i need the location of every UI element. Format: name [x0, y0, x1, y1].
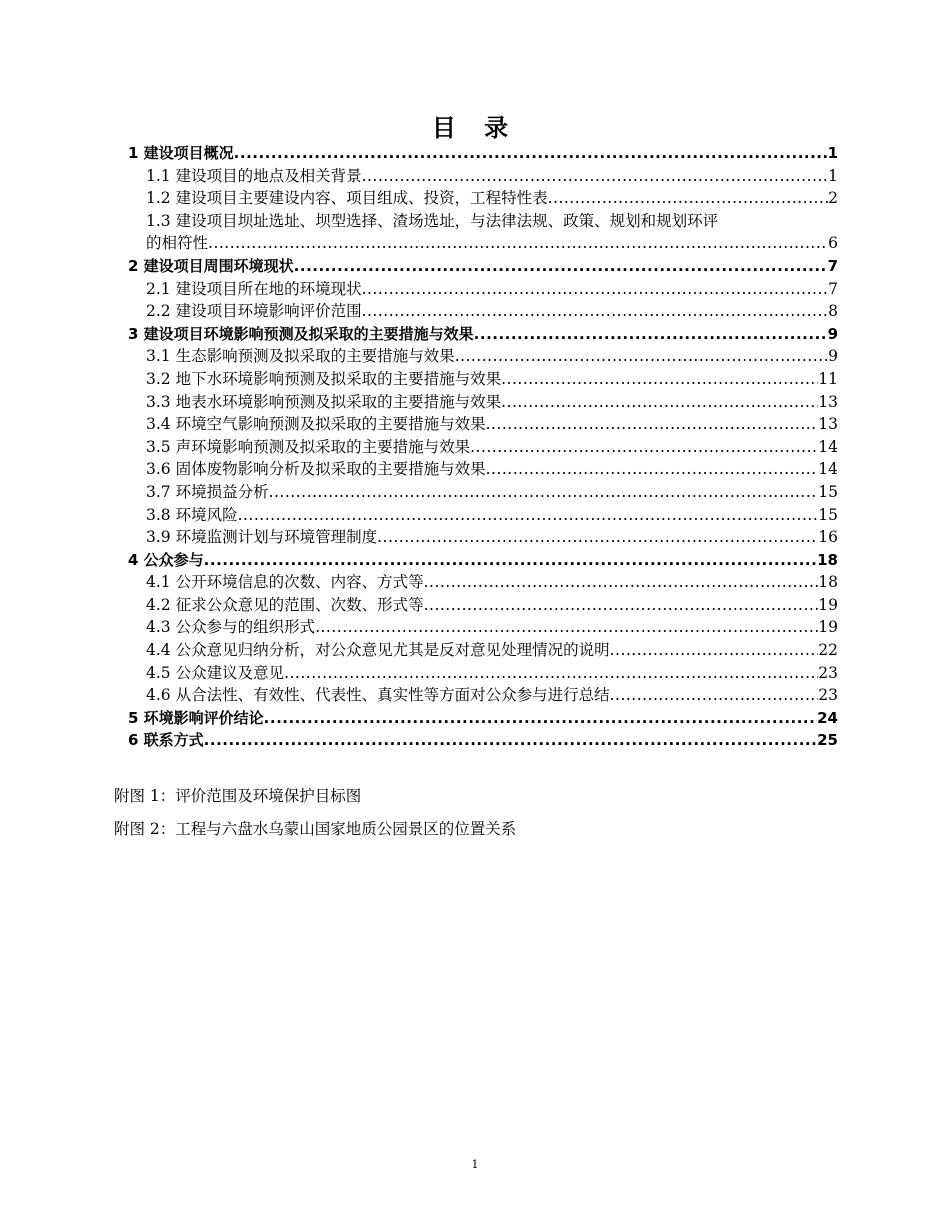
toc-page-number: 18 [818, 573, 838, 592]
toc-page-number: 19 [818, 595, 838, 614]
toc-chapter[interactable] [128, 549, 838, 572]
toc-entry-title-continued: 的相符性 [146, 234, 209, 253]
page-number: 1 [471, 1158, 479, 1171]
toc-page-number: 23 [818, 686, 838, 705]
toc-leader-dots [284, 662, 818, 685]
toc-entry-title: 4.5 公众建议及意见 [146, 663, 285, 682]
page-title: 目 录 [431, 114, 519, 142]
toc-section[interactable] [128, 413, 838, 436]
toc-leader-dots [501, 368, 818, 391]
toc-entry-title: 4.4 公众意见归纳分析，对公众意见尤其是反对意见处理情况的说明 [146, 641, 610, 660]
toc-leader-dots [204, 729, 817, 752]
toc-section[interactable] [128, 571, 838, 594]
toc-entry-title: 2 建设项目周围环境现状 [128, 256, 294, 275]
toc-section[interactable] [128, 662, 838, 685]
toc-leader-dots [362, 165, 829, 188]
attachment-2: 附图 2：工程与六盘水乌蒙山国家地质公园景区的位置关系 [114, 820, 517, 838]
toc-page-number: 1 [828, 166, 838, 185]
toc-leader-dots [610, 684, 819, 707]
toc-entry-title: 3.4 环境空气影响预测及拟采取的主要措施与效果 [146, 415, 486, 434]
toc-entry-title: 2.1 建设项目所在地的环境现状 [146, 279, 362, 298]
toc-chapter[interactable] [128, 729, 838, 752]
toc-entry-title: 3.7 环境损益分析 [146, 482, 269, 501]
toc-section[interactable] [128, 436, 838, 459]
toc-chapter[interactable] [128, 707, 838, 730]
toc-entry-title: 4.3 公众参与的组织形式 [146, 618, 316, 637]
toc-leader-dots [474, 323, 828, 346]
toc-page-number: 24 [817, 708, 838, 727]
toc-chapter[interactable] [128, 142, 838, 165]
toc-leader-dots [294, 255, 828, 278]
toc-section[interactable] [128, 458, 838, 481]
toc-entry-title: 3.6 固体废物影响分析及拟采取的主要措施与效果 [146, 460, 486, 479]
toc-section[interactable] [128, 187, 838, 210]
toc-entry-title: 3 建设项目环境影响预测及拟采取的主要措施与效果 [128, 324, 474, 343]
table-of-contents [128, 142, 838, 752]
toc-page-number: 19 [818, 618, 838, 637]
toc-page-number: 11 [818, 369, 838, 388]
toc-section[interactable] [128, 345, 838, 368]
toc-leader-dots [610, 639, 819, 662]
toc-entry-title: 3.2 地下水环境影响预测及拟采取的主要措施与效果 [146, 369, 502, 388]
toc-leader-dots [208, 232, 828, 255]
toc-page-number: 16 [818, 528, 838, 547]
toc-entry-title: 3.8 环境风险 [146, 505, 238, 524]
toc-leader-dots [234, 142, 828, 165]
toc-leader-dots [501, 391, 818, 414]
toc-leader-dots [424, 571, 819, 594]
toc-leader-dots [269, 481, 819, 504]
toc-entry-title: 3.5 声环境影响预测及拟采取的主要措施与效果 [146, 437, 471, 456]
toc-page-number: 15 [818, 505, 838, 524]
toc-section[interactable] [128, 481, 838, 504]
toc-page-number: 6 [828, 234, 838, 253]
toc-entry-title: 3.3 地表水环境影响预测及拟采取的主要措施与效果 [146, 392, 502, 411]
toc-page-number: 2 [828, 189, 838, 208]
toc-page-number: 14 [818, 437, 838, 456]
toc-section[interactable] [128, 300, 838, 323]
toc-entry-title: 4.6 从合法性、有效性、代表性、真实性等方面对公众参与进行总结 [146, 686, 610, 705]
toc-page-number: 7 [827, 256, 838, 275]
toc-page-number: 13 [818, 415, 838, 434]
toc-leader-dots [455, 345, 829, 368]
toc-entry-title: 1.3 建设项目坝址选址、坝型选择、渣场选址，与法律法规、政策、规划和规划环评 [146, 211, 719, 230]
toc-section[interactable] [128, 368, 838, 391]
toc-leader-dots [548, 187, 829, 210]
toc-page-number: 23 [818, 663, 838, 682]
attachment-1: 附图 1：评价范围及环境保护目标图 [114, 787, 362, 805]
toc-page-number: 9 [828, 347, 838, 366]
toc-section[interactable] [128, 165, 838, 188]
toc-leader-dots [377, 526, 818, 549]
toc-leader-dots [204, 549, 817, 572]
toc-leader-dots [362, 300, 829, 323]
toc-section[interactable] [128, 639, 838, 662]
toc-leader-dots [424, 594, 819, 617]
toc-entry-title: 5 环境影响评价结论 [128, 708, 264, 727]
toc-page-number: 9 [827, 324, 838, 343]
toc-page-number: 15 [818, 482, 838, 501]
toc-section[interactable] [128, 594, 838, 617]
toc-chapter[interactable] [128, 255, 838, 278]
toc-section[interactable] [128, 210, 838, 255]
toc-chapter[interactable] [128, 323, 838, 346]
toc-section[interactable] [128, 616, 838, 639]
toc-section[interactable] [128, 504, 838, 527]
toc-section[interactable] [128, 391, 838, 414]
toc-page-number: 1 [827, 144, 838, 162]
toc-leader-dots [362, 278, 829, 301]
toc-leader-dots [486, 413, 819, 436]
toc-leader-dots [238, 504, 819, 527]
toc-entry-title: 4.1 公开环境信息的次数、内容、方式等 [146, 573, 424, 592]
toc-leader-dots [486, 458, 819, 481]
toc-section[interactable] [128, 526, 838, 549]
toc-leader-dots [470, 436, 818, 459]
toc-page-number: 22 [818, 641, 838, 660]
toc-entry-title: 1.2 建设项目主要建设内容、项目组成、投资，工程特性表 [146, 189, 548, 208]
toc-page-number: 13 [818, 392, 838, 411]
toc-leader-dots [264, 707, 817, 730]
toc-entry-title: 1 建设项目概况 [128, 144, 234, 162]
toc-entry-title: 1.1 建设项目的地点及相关背景 [146, 166, 362, 185]
toc-entry-title: 3.9 环境监测计划与环境管理制度 [146, 528, 378, 547]
toc-page-number: 14 [818, 460, 838, 479]
toc-entry-title: 2.2 建设项目环境影响评价范围 [146, 302, 362, 321]
toc-page-number: 8 [828, 302, 838, 321]
toc-entry-title: 4 公众参与 [128, 550, 204, 569]
toc-page-number: 18 [817, 550, 838, 569]
toc-page-number: 7 [828, 279, 838, 298]
toc-entry-title: 4.2 征求公众意见的范围、次数、形式等 [146, 595, 424, 614]
toc-leader-dots [315, 616, 818, 639]
toc-section[interactable] [128, 684, 838, 707]
toc-entry-title: 6 联系方式 [128, 731, 204, 750]
toc-page-number: 25 [817, 731, 838, 750]
toc-entry-title: 3.1 生态影响预测及拟采取的主要措施与效果 [146, 347, 455, 366]
toc-section[interactable] [128, 278, 838, 301]
